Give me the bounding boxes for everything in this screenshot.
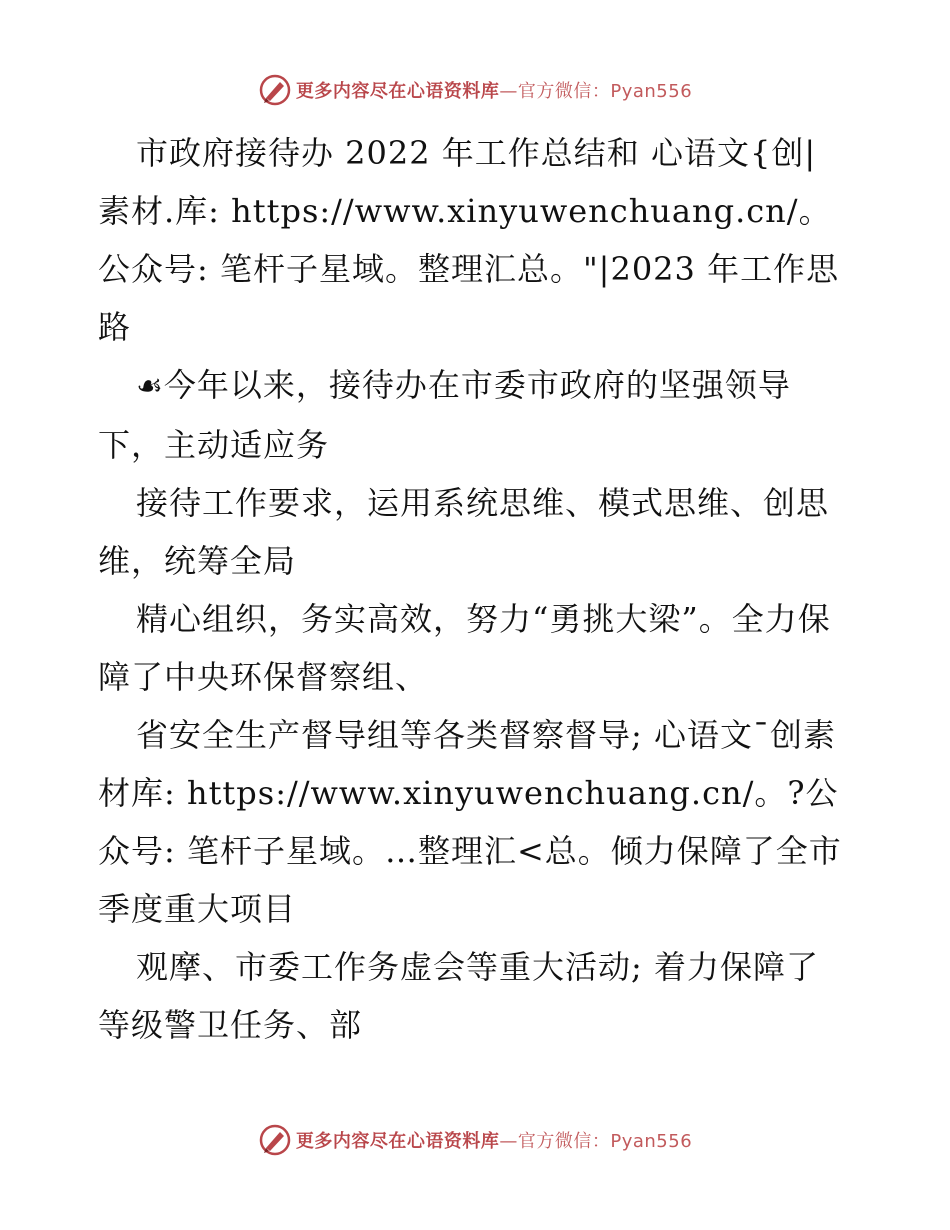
paragraph: 观摩、市委工作务虚会等重大活动; 着力保障了等级警卫任务、部 — [98, 948, 819, 1044]
paragraph: 接待工作要求，运用系统思维、模式思维、创思维，统筹全局 — [98, 484, 830, 580]
pen-logo-icon — [258, 1123, 292, 1157]
footer-banner — [0, 1120, 950, 1160]
paragraph: 市政府接待办 2022 年工作总结和 心语文{创|素材.库: https://www.xinyuwenchuang.cn/。公众号: 笔杆子星域。整理汇总。"|2023 年工作思路 — [98, 134, 840, 346]
footer-banner-text: 更多内容尽在心语资料库—官方微信：Pyan556 — [295, 1131, 693, 1152]
paragraph: 精心组织，务实高效，努力“勇挑大梁”。全力保障了中央环保督察组、 — [98, 600, 831, 696]
pen-logo-icon — [258, 73, 292, 107]
floral-bullet-icon: ☙ — [136, 369, 164, 404]
paragraph: ☙今年以来，接待办在市委市政府的坚强领导下，主动适应务 — [98, 366, 791, 464]
header-banner-text: 更多内容尽在心语资料库—官方微信：Pyan556 — [295, 81, 693, 102]
header-banner — [0, 70, 950, 110]
paragraph: 省安全生产督导组等各类督察督导; 心语文¯创素材库: https://www.xinyuwenchuang.cn/。?公众号: 笔杆子星域。…整理汇<总。倾力保障了全市季度重大项目 — [98, 716, 842, 928]
document-body — [98, 124, 843, 1054]
